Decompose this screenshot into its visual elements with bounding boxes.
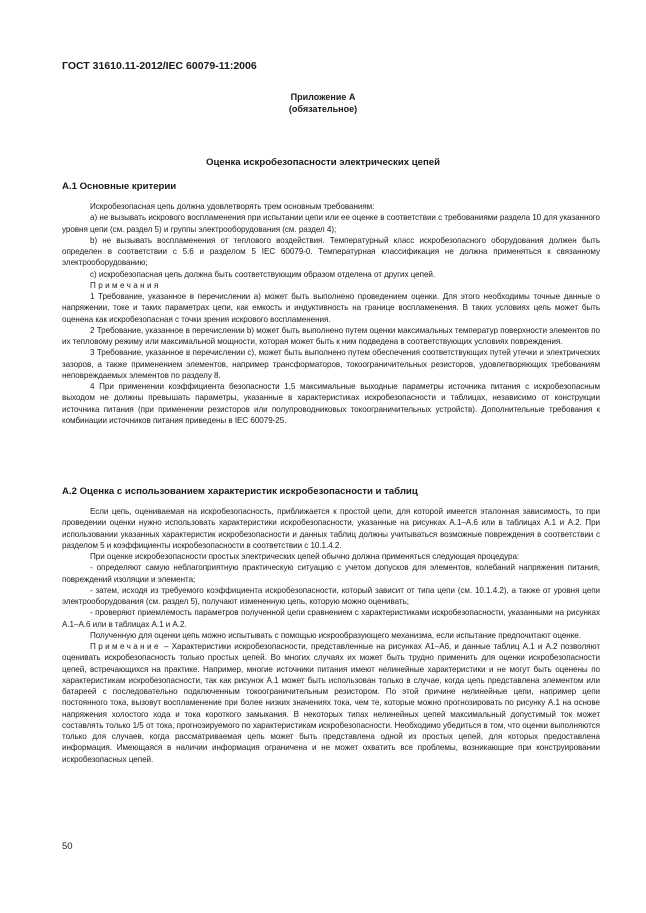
section-a1-body <box>62 201 600 426</box>
note-item: 4 При применении коэффициента безопасности 1,5 максимальные выходные параметры источника питания с искробезопасным выходом не должны превышать параметры, указанные в характеристиках искробезопасности и таблицах, независимо от конструкции источника питания (при применении резисторов или полупроводниковых токоограничительных устройств). Дополнительные требования к комбинации источников питания приведены в IEC 60079-25. <box>62 382 600 425</box>
section-heading-a1: А.1 Основные критерии <box>62 181 177 192</box>
paragraph: Если цепь, оцениваемая на искробезопасность, приближается к простой цепи, для которой имеется эталонная зависимость, то при проведении оценки нужно использовать характеристики искробезопасности, указанные на рисунках А.1–А.6 или в таблицах А.1 и А.2. При использовании указанных характеристик искробезопасности и данных таблиц должны учитываться возможные повреждения в соответствии с разделом 5 и коэффициенты искробезопасности в соответствии с 10.1.4.2. <box>62 507 600 550</box>
notes-label: Примечания <box>90 280 161 290</box>
note-item: 2 Требование, указанное в перечислении b) может быть выполнено путем оценки максимальных температур поверхности элементов по их тепловому режиму или максимальной мощности, которая может быть к ним подведена в соответствующих условиях повреждения. <box>62 325 600 346</box>
note-item: 1 Требование, указанное в перечислении а) может быть выполнено проведением оценки. Для этого необходимы точные данные о напряжении, токе и таких параметрах цепи, как емкость и индуктивность на границе воспламенения. В таких условиях цепь может быть оценена как искробезопасная с точки зрения искрового воспламенения. <box>62 292 600 324</box>
document-title: Оценка искробезопасности электрических цепей <box>206 157 440 168</box>
paragraph: - проверяют приемлемость параметров полученной цепи сравнением с характеристиками искробезопасности, указанными на рисунках А.1–А.6 или в таблицах А.1 и А.2. <box>62 608 600 629</box>
paragraph: а) не вызывать искрового воспламенения при испытании цепи или ее оценке в соответствии с требованиями раздела 10 для указанного уровня цепи (см. раздел 5) и группы электрооборудования (см. раздел 4); <box>62 213 600 234</box>
note-label: Примечание <box>90 642 161 651</box>
paragraph: Искробезопасная цепь должна удовлетворять трем основным требованиям: <box>90 202 375 211</box>
paragraph: Полученную для оценки цепь можно испытывать с помощью искрообразующего механизма, если испытание предпочитают оценке. <box>90 630 581 640</box>
paragraph: - затем, исходя из требуемого коэффициента искробезопасности, который зависит от типа цепи (см. 10.1.4.2), а также от уровня цепи электрооборудования (см. раздел 5), получают измененную цепь, которую можно оценивать; <box>62 585 600 606</box>
page-number: 50 <box>62 841 73 852</box>
note-paragraph <box>62 641 600 765</box>
paragraph: с) искробезопасная цепь должна быть соответствующим образом отделена от других цепей. <box>90 269 436 279</box>
paragraph: При оценке искробезопасности простых электрических цепей обычно должна применяться следующая процедура: <box>90 552 520 561</box>
paragraph: b) не вызывать воспламенения от теплового воздействия. Температурный класс искробезопасного оборудования должен быть определен в соответствии с 5.6 и разделом 5 IEC 60079-0. Температурная классификация не должна применяться к связанному электрооборудованию; <box>62 235 600 268</box>
standard-header: ГОСТ 31610.11-2012/IEC 60079-11:2006 <box>62 60 257 72</box>
appendix-status: (обязательное) <box>288 104 358 114</box>
section-a2-body <box>62 506 600 765</box>
note-item: 3 Требование, указанное в перечислении с), может быть выполнено путем обеспечения соответствующих путей утечки и электрических зазоров, а также применением элементов, например трансформаторов, токоограничительных резисторов, удовлетворяющих требованиям неповреждаемых элементов по разделу 8. <box>62 348 600 380</box>
paragraph: - определяют самую неблагоприятную практическую ситуацию с учетом допусков для элементов, колебаний напряжения питания, повреждений изоляции и элемента; <box>62 563 600 584</box>
appendix-title: Приложение А <box>290 92 356 102</box>
note-text: – Характеристики искробезопасности, представленные на рисунках А1–А6, и данные таблиц А.1 и А.2 позволяют оценивать искробезопасность только простых цепей. Во многих случаях их может быть трудно применить для оценки искробезопасности цепей, встречающихся на практике. Например, многие источники питания имеют нелинейные характеристики и не могут быть оценены по характеристикам искробезопасности, так как рисунок А.1 может быть использован только в случае, когда цепь представлена элементом или батареей с последовательно подключенным токоограничительным резистором. По этой причине нелинейные цепи, например цепи постоянного тока, вызовут воспламенение при более низких значениях тока, чем те, которые можно прогнозировать по рисунку А.1 на основе напряжения холостого хода и тока короткого замыкания. В некоторых типах нелинейных цепей максимальный допустимый ток может составлять только 1/5 от тока, прогнозируемого по характеристикам искробезопасности. Необходимо убедиться в том, что оценки выполняются только для случаев, когда рассматриваемая цепь может быть представлена одной из простых цепей, для которых предоставлена информация. Имеющаяся в наличии информация ограничена и не может охватить все проблемы, возникающие при конструировании искробезопасных цепей. <box>62 642 600 764</box>
appendix-heading <box>62 91 584 115</box>
section-heading-a2: А.2 Оценка с использованием характеристик искробезопасности и таблиц <box>62 486 418 497</box>
